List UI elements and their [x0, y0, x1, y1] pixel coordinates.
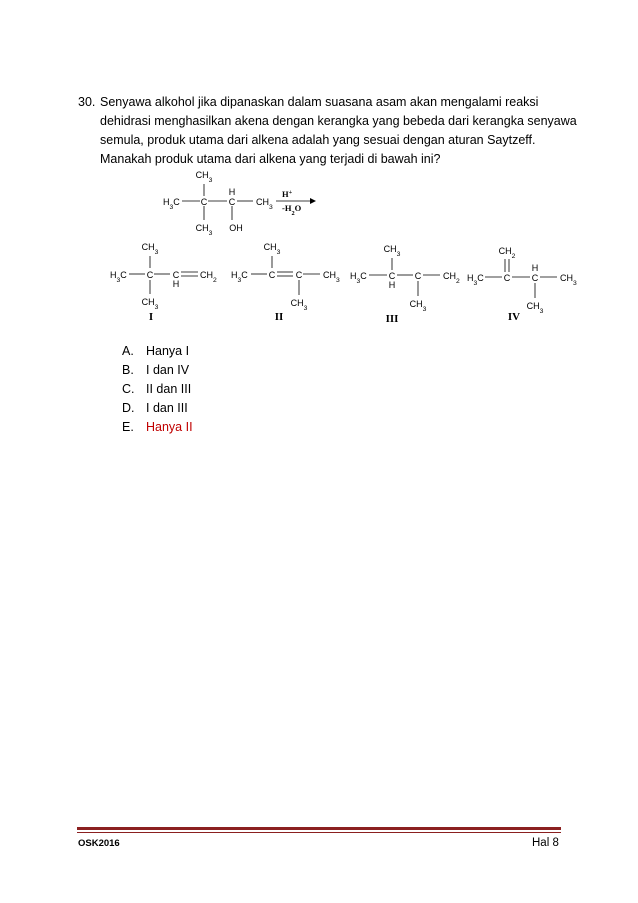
structure-iii-carbon-2: C	[414, 271, 422, 281]
option-a	[122, 344, 193, 363]
condition-acid: H+	[282, 188, 293, 199]
structure-iv-right-ch3: $CH_3$	[560, 273, 577, 287]
structure-i-h3c: $H_3C$	[110, 270, 127, 284]
structure-i-carbon-1: C	[146, 270, 154, 280]
condition-dehydration: $-H_2O$	[282, 203, 302, 217]
option-letter: A.	[122, 344, 134, 358]
option-letter: B.	[122, 363, 134, 377]
structure-iv-carbon-1: C	[503, 273, 511, 283]
option-text: I dan IV	[146, 363, 190, 377]
structure-ii-h3c: $H_3C$	[231, 270, 248, 284]
option-c	[122, 382, 193, 401]
option-d	[122, 401, 193, 420]
question-number: 30.	[78, 95, 96, 109]
structure-iv-h3c: $H_3C$	[467, 273, 484, 287]
option-e	[122, 420, 193, 439]
option-letter: E.	[122, 420, 134, 434]
option-b	[122, 363, 193, 382]
structure-iii-label: III	[385, 313, 399, 325]
option-text: II dan III	[146, 382, 192, 396]
structure-iii-carbon-1: C	[388, 271, 396, 281]
structure-iii-bottom-ch3: $CH_3$	[409, 299, 427, 313]
structure-ii-label: II	[274, 311, 284, 323]
question-text-line-4: Manakah produk utama dari alkena yang terjadi di bawah ini?	[100, 152, 441, 166]
structure-i-top-ch3: $CH_3$	[141, 242, 159, 256]
structure-iv-top-ch2: $CH_2$	[498, 246, 516, 260]
structure-iv-label: IV	[507, 311, 521, 323]
option-letter: D.	[122, 401, 135, 415]
reactant-right-ch3: $CH_3$	[256, 197, 273, 211]
footer-divider-thin	[77, 832, 561, 833]
chemistry-diagram	[0, 0, 638, 340]
footer-page-number: Hal 8	[532, 837, 559, 849]
structure-iii-ch2: $CH_2$	[443, 271, 460, 285]
reactant-hydroxyl: OH	[229, 223, 243, 233]
reactant-h3c: $H_3C$	[163, 197, 180, 211]
structure-ii-top-ch3: $CH_3$	[263, 242, 281, 256]
option-text-correct: Hanya II	[146, 420, 193, 434]
reactant-carbon-2: C	[228, 197, 236, 207]
footer-exam-code: OSK2016	[78, 838, 120, 849]
question-text-line-3: semula, produk utama dari alkena adalah yang sesuai dengan aturan Saytzeff.	[100, 133, 536, 147]
option-text: Hanya I	[146, 344, 190, 358]
structure-ii-bottom-ch3: $CH_3$	[290, 298, 308, 312]
answer-options	[122, 344, 193, 439]
structure-iii-h3c: $H_3C$	[350, 271, 367, 285]
reactant-top-ch3: $CH_3$	[195, 170, 213, 184]
structure-iii-hydrogen: H	[388, 280, 396, 290]
structure-ii-right-ch3: $CH_3$	[323, 270, 340, 284]
reactant-hydrogen: H	[228, 187, 236, 197]
structure-i-label: I	[148, 311, 154, 323]
structure-iii-top-ch3: $CH_3$	[383, 244, 401, 258]
footer-divider	[77, 827, 561, 830]
structure-i-carbon-2: C	[172, 270, 180, 280]
question-text-line-1: Senyawa alkohol jika dipanaskan dalam suasana asam akan mengalami reaksi	[100, 95, 539, 109]
reactant-bottom-ch3: $CH_3$	[195, 223, 213, 237]
structure-ii-carbon-1: C	[268, 270, 276, 280]
reactant-carbon-1: C	[200, 197, 208, 207]
structure-iv-carbon-2: C	[531, 273, 539, 283]
reaction-arrowhead	[310, 198, 316, 204]
structure-iv-bottom-ch3: $CH_3$	[526, 301, 544, 315]
structure-i-bottom-ch3: $CH_3$	[141, 297, 159, 311]
structure-i-ch2: $CH_2$	[200, 270, 217, 284]
structure-ii-carbon-2: C	[295, 270, 303, 280]
question-text-line-2: dehidrasi menghasilkan akena dengan kerangka yang bebeda dari kerangka senyawa	[100, 114, 577, 128]
option-letter: C.	[122, 382, 135, 396]
structure-i-hydrogen: H	[172, 279, 180, 289]
option-text: I dan III	[146, 401, 188, 415]
structure-iv-hydrogen: H	[531, 263, 539, 273]
